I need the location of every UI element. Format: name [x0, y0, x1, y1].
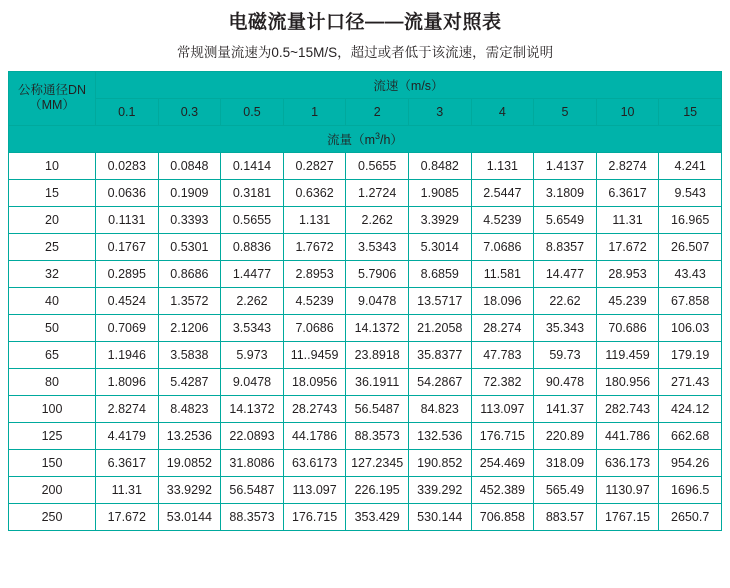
cell-flow: 0.0283: [96, 152, 159, 179]
cell-flow: 4.5239: [471, 206, 534, 233]
cell-flow: 220.89: [534, 422, 597, 449]
header-row-velocity-values: [9, 98, 722, 125]
cell-flow: 1696.5: [659, 476, 722, 503]
cell-flow: 0.5655: [221, 206, 284, 233]
cell-flow: 4.5239: [283, 287, 346, 314]
cell-flow: 17.672: [596, 233, 659, 260]
cell-flow: 1.4137: [534, 152, 597, 179]
row-dn-value: 15: [9, 179, 96, 206]
cell-flow: 530.144: [408, 503, 471, 530]
row-dn-value: 125: [9, 422, 96, 449]
cell-flow: 3.5838: [158, 341, 221, 368]
cell-flow: 13.2536: [158, 422, 221, 449]
cell-flow: 59.73: [534, 341, 597, 368]
cell-flow: 11.581: [471, 260, 534, 287]
cell-flow: 0.4524: [96, 287, 159, 314]
row-dn-value: 100: [9, 395, 96, 422]
cell-flow: 1.131: [471, 152, 534, 179]
cell-flow: 9.0478: [346, 287, 409, 314]
cell-flow: 17.672: [96, 503, 159, 530]
cell-flow: 1.3572: [158, 287, 221, 314]
row-dn-value: 250: [9, 503, 96, 530]
header-velocity-6: 4: [471, 98, 534, 125]
cell-flow: 0.2827: [283, 152, 346, 179]
row-dn-value: 10: [9, 152, 96, 179]
cell-flow: 0.0636: [96, 179, 159, 206]
cell-flow: 4.4179: [96, 422, 159, 449]
cell-flow: 84.823: [408, 395, 471, 422]
cell-flow: 45.239: [596, 287, 659, 314]
header-cell-dn: [9, 71, 96, 125]
row-dn-value: 40: [9, 287, 96, 314]
header-velocity-4: 2: [346, 98, 409, 125]
table-row: [9, 233, 722, 260]
table-row: [9, 206, 722, 233]
cell-flow: 452.389: [471, 476, 534, 503]
cell-flow: 179.19: [659, 341, 722, 368]
cell-flow: 2.262: [221, 287, 284, 314]
cell-flow: 441.786: [596, 422, 659, 449]
table-row: [9, 287, 722, 314]
row-dn-value: 32: [9, 260, 96, 287]
flow-unit-sup: 3: [374, 130, 380, 141]
cell-flow: 113.097: [471, 395, 534, 422]
header-velocity-9: 15: [659, 98, 722, 125]
cell-flow: 11.31: [596, 206, 659, 233]
cell-flow: 35.343: [534, 314, 597, 341]
cell-flow: 113.097: [283, 476, 346, 503]
cell-flow: 176.715: [283, 503, 346, 530]
cell-flow: 56.5487: [346, 395, 409, 422]
table-row: [9, 341, 722, 368]
header-velocity-8: 10: [596, 98, 659, 125]
cell-flow: 14.1372: [346, 314, 409, 341]
cell-flow: 5.3014: [408, 233, 471, 260]
cell-flow: 26.507: [659, 233, 722, 260]
cell-flow: 14.1372: [221, 395, 284, 422]
cell-flow: 56.5487: [221, 476, 284, 503]
cell-flow: 0.3393: [158, 206, 221, 233]
header-velocity-5: 3: [408, 98, 471, 125]
cell-flow: 90.478: [534, 368, 597, 395]
header-dn-line1: 公称通径DN: [17, 82, 87, 97]
table-row: [9, 503, 722, 530]
table-row: [9, 476, 722, 503]
cell-flow: 180.956: [596, 368, 659, 395]
cell-flow: 16.965: [659, 206, 722, 233]
cell-flow: 63.6173: [283, 449, 346, 476]
cell-flow: 1.7672: [283, 233, 346, 260]
table-row: [9, 449, 722, 476]
cell-flow: 565.49: [534, 476, 597, 503]
cell-flow: 53.0144: [158, 503, 221, 530]
cell-flow: 1.8096: [96, 368, 159, 395]
cell-flow: 67.858: [659, 287, 722, 314]
table-row: [9, 260, 722, 287]
cell-flow: 2650.7: [659, 503, 722, 530]
cell-flow: 1.9085: [408, 179, 471, 206]
cell-flow: 4.241: [659, 152, 722, 179]
cell-flow: 21.2058: [408, 314, 471, 341]
cell-flow: 33.9292: [158, 476, 221, 503]
cell-flow: 254.469: [471, 449, 534, 476]
cell-flow: 1.131: [283, 206, 346, 233]
cell-flow: 5.6549: [534, 206, 597, 233]
page-title: 电磁流量计口径——流量对照表: [228, 12, 502, 33]
cell-flow: 636.173: [596, 449, 659, 476]
cell-flow: 1767.15: [596, 503, 659, 530]
cell-flow: 8.4823: [158, 395, 221, 422]
cell-flow: 127.2345: [346, 449, 409, 476]
cell-flow: 2.8274: [96, 395, 159, 422]
header-cell-flow-unit: [9, 125, 722, 152]
cell-flow: 8.6859: [408, 260, 471, 287]
row-dn-value: 25: [9, 233, 96, 260]
table-row: [9, 152, 722, 179]
cell-flow: 54.2867: [408, 368, 471, 395]
cell-flow: 1.2724: [346, 179, 409, 206]
cell-flow: 0.1909: [158, 179, 221, 206]
header-velocity-1: 0.3: [158, 98, 221, 125]
cell-flow: 28.953: [596, 260, 659, 287]
cell-flow: 9.0478: [221, 368, 284, 395]
cell-flow: 11.31: [96, 476, 159, 503]
cell-flow: 47.783: [471, 341, 534, 368]
table-row: [9, 395, 722, 422]
cell-flow: 2.8953: [283, 260, 346, 287]
cell-flow: 706.858: [471, 503, 534, 530]
cell-flow: 339.292: [408, 476, 471, 503]
cell-flow: 70.686: [596, 314, 659, 341]
cell-flow: 5.973: [221, 341, 284, 368]
cell-flow: 1.4477: [221, 260, 284, 287]
cell-flow: 18.0956: [283, 368, 346, 395]
cell-flow: 8.8357: [534, 233, 597, 260]
flow-comparison-table: [8, 71, 722, 531]
cell-flow: 23.8918: [346, 341, 409, 368]
row-dn-value: 150: [9, 449, 96, 476]
cell-flow: 31.8086: [221, 449, 284, 476]
cell-flow: 18.096: [471, 287, 534, 314]
row-dn-value: 20: [9, 206, 96, 233]
cell-flow: 2.5447: [471, 179, 534, 206]
cell-flow: 1.1946: [96, 341, 159, 368]
cell-flow: 19.0852: [158, 449, 221, 476]
header-dn-line2: （MM）: [29, 98, 75, 113]
cell-flow: 106.03: [659, 314, 722, 341]
cell-flow: 2.1206: [158, 314, 221, 341]
page-subtitle: 常规测量流速为0.5~15M/S，超过或者低于该流速，需定制说明: [176, 44, 554, 60]
cell-flow: 3.1809: [534, 179, 597, 206]
cell-flow: 11..9459: [283, 341, 346, 368]
cell-flow: 0.1414: [221, 152, 284, 179]
table-row: [9, 179, 722, 206]
cell-flow: 0.8482: [408, 152, 471, 179]
cell-flow: 0.5655: [346, 152, 409, 179]
cell-flow: 0.2895: [96, 260, 159, 287]
cell-flow: 7.0686: [471, 233, 534, 260]
table-row: [9, 368, 722, 395]
cell-flow: 72.382: [471, 368, 534, 395]
cell-flow: 0.8686: [158, 260, 221, 287]
cell-flow: 36.1911: [346, 368, 409, 395]
table-body: [9, 71, 722, 530]
cell-flow: 883.57: [534, 503, 597, 530]
cell-flow: 141.37: [534, 395, 597, 422]
cell-flow: 271.43: [659, 368, 722, 395]
cell-flow: 424.12: [659, 395, 722, 422]
cell-flow: 3.5343: [346, 233, 409, 260]
cell-flow: 28.2743: [283, 395, 346, 422]
cell-flow: 44.1786: [283, 422, 346, 449]
cell-flow: 318.09: [534, 449, 597, 476]
row-dn-value: 50: [9, 314, 96, 341]
cell-flow: 35.8377: [408, 341, 471, 368]
cell-flow: 954.26: [659, 449, 722, 476]
cell-flow: 132.536: [408, 422, 471, 449]
cell-flow: 226.195: [346, 476, 409, 503]
cell-flow: 0.0848: [158, 152, 221, 179]
cell-flow: 176.715: [471, 422, 534, 449]
row-dn-value: 65: [9, 341, 96, 368]
table-row: [9, 422, 722, 449]
header-velocity-2: 0.5: [221, 98, 284, 125]
cell-flow: 5.7906: [346, 260, 409, 287]
table-row: [9, 314, 722, 341]
cell-flow: 353.429: [346, 503, 409, 530]
cell-flow: 3.5343: [221, 314, 284, 341]
row-dn-value: 80: [9, 368, 96, 395]
cell-flow: 119.459: [596, 341, 659, 368]
cell-flow: 7.0686: [283, 314, 346, 341]
cell-flow: 0.8836: [221, 233, 284, 260]
cell-flow: 2.262: [346, 206, 409, 233]
cell-flow: 9.543: [659, 179, 722, 206]
cell-flow: 0.7069: [96, 314, 159, 341]
cell-flow: 282.743: [596, 395, 659, 422]
cell-flow: 13.5717: [408, 287, 471, 314]
cell-flow: 6.3617: [96, 449, 159, 476]
header-velocity-3: 1: [283, 98, 346, 125]
cell-flow: 190.852: [408, 449, 471, 476]
cell-flow: 0.3181: [221, 179, 284, 206]
cell-flow: 1130.97: [596, 476, 659, 503]
flow-unit-suffix: /h）: [380, 132, 403, 147]
header-cell-velocity: 流速（m/s）: [96, 71, 722, 98]
header-velocity-0: 0.1: [96, 98, 159, 125]
header-velocity-7: 5: [534, 98, 597, 125]
cell-flow: 28.274: [471, 314, 534, 341]
cell-flow: 2.8274: [596, 152, 659, 179]
cell-flow: 662.68: [659, 422, 722, 449]
header-row-velocity-group: [9, 71, 722, 98]
flow-unit-prefix: 流量（m: [327, 132, 375, 147]
cell-flow: 0.5301: [158, 233, 221, 260]
cell-flow: 6.3617: [596, 179, 659, 206]
cell-flow: 43.43: [659, 260, 722, 287]
cell-flow: 88.3573: [346, 422, 409, 449]
cell-flow: 0.1767: [96, 233, 159, 260]
cell-flow: 3.3929: [408, 206, 471, 233]
row-dn-value: 200: [9, 476, 96, 503]
cell-flow: 22.0893: [221, 422, 284, 449]
cell-flow: 14.477: [534, 260, 597, 287]
header-row-flow-unit: [9, 125, 722, 152]
cell-flow: 88.3573: [221, 503, 284, 530]
cell-flow: 5.4287: [158, 368, 221, 395]
cell-flow: 0.1131: [96, 206, 159, 233]
cell-flow: 22.62: [534, 287, 597, 314]
cell-flow: 0.6362: [283, 179, 346, 206]
